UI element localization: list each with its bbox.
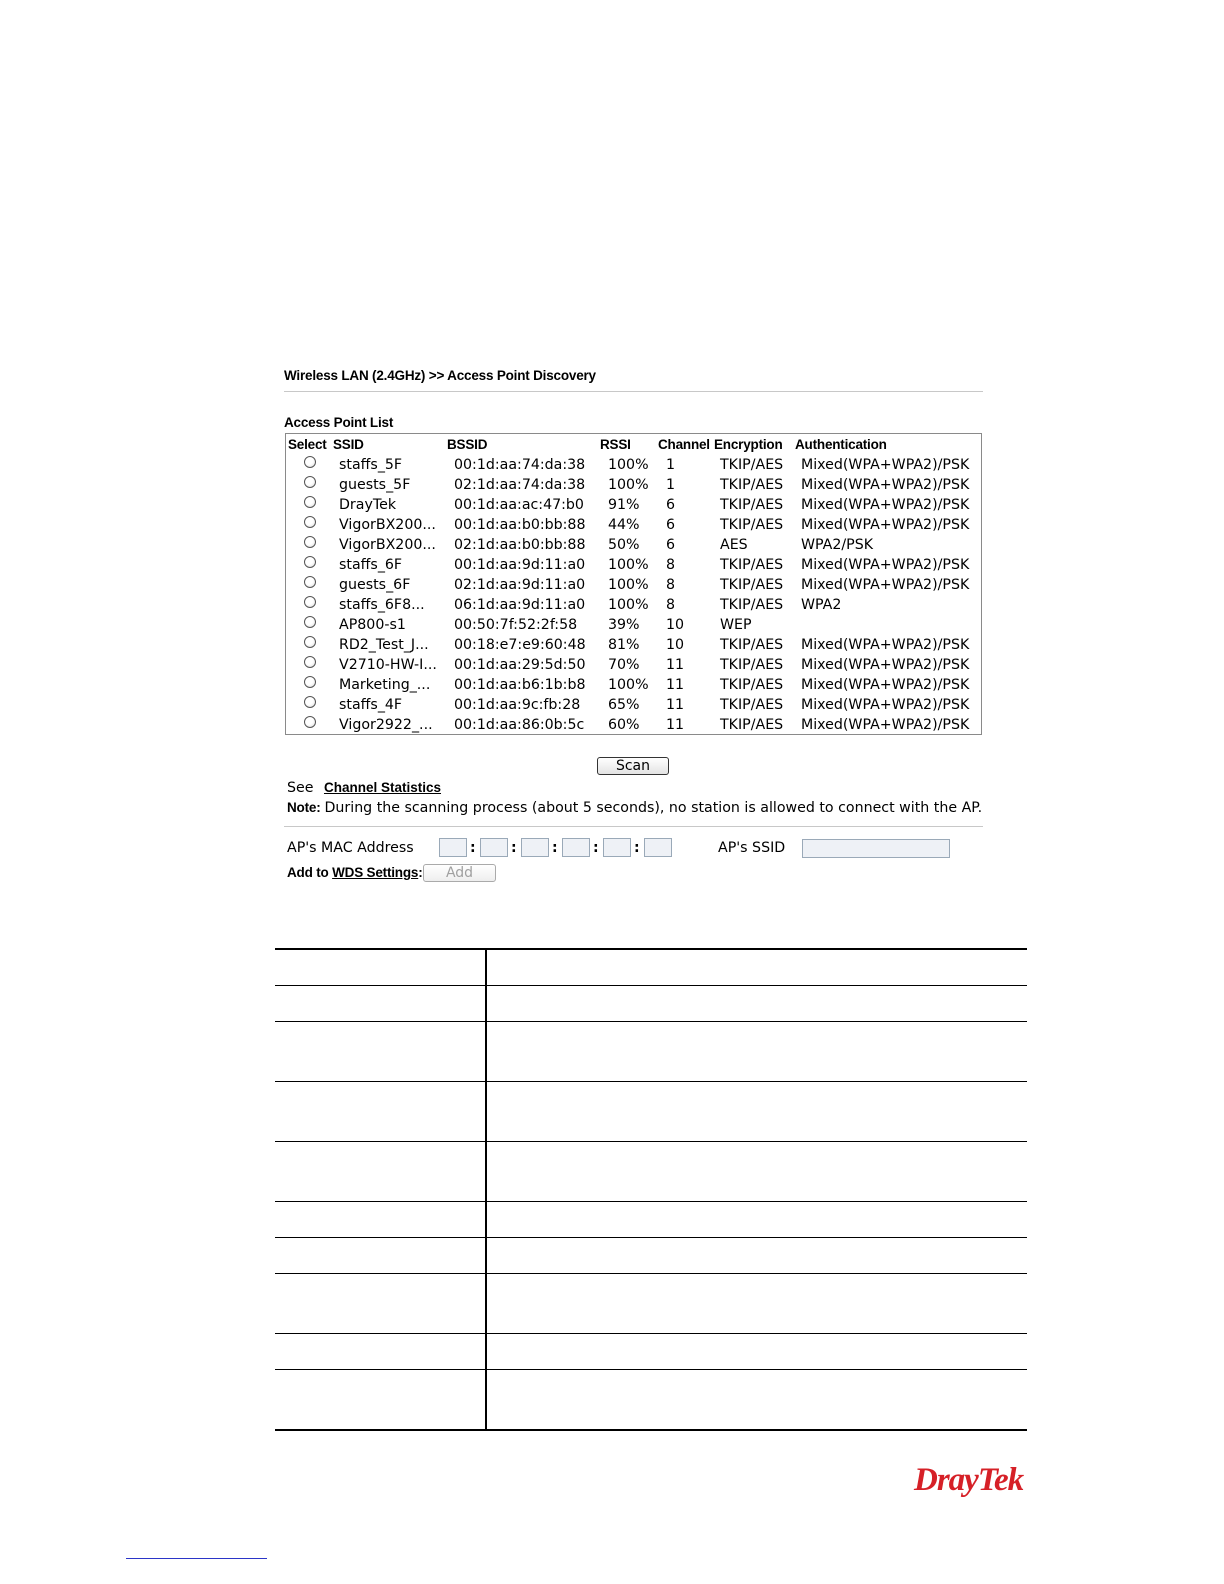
- bssid-cell: 00:1d:aa:b6:1b:b8: [454, 677, 586, 693]
- ssid-cell: staffs_4F: [339, 697, 403, 713]
- select-radio[interactable]: [304, 536, 316, 548]
- bssid-cell: 00:1d:aa:ac:47:b0: [454, 497, 584, 513]
- footer-rule: [126, 1558, 267, 1559]
- authentication-cell: Mixed(WPA+WPA2)/PSK: [801, 557, 970, 573]
- table-row: [286, 556, 981, 576]
- draytek-logo: DrayTek: [914, 1462, 1024, 1498]
- authentication-cell: Mixed(WPA+WPA2)/PSK: [801, 637, 970, 653]
- table-rule: [275, 1333, 1027, 1334]
- bssid-cell: 00:1d:aa:9d:11:a0: [454, 557, 586, 573]
- rssi-cell: 100%: [608, 557, 649, 573]
- select-radio[interactable]: [304, 676, 316, 688]
- authentication-cell: Mixed(WPA+WPA2)/PSK: [801, 497, 970, 513]
- table-rule: [275, 1369, 1027, 1370]
- channel-cell: 6: [666, 517, 676, 533]
- header-bssid: BSSID: [447, 437, 488, 452]
- table-row: [286, 496, 981, 516]
- authentication-cell: Mixed(WPA+WPA2)/PSK: [801, 517, 970, 533]
- encryption-cell: TKIP/AES: [720, 677, 784, 693]
- authentication-cell: WPA2: [801, 597, 842, 613]
- table-column-divider: [485, 948, 487, 1431]
- authentication-cell: WPA2/PSK: [801, 537, 874, 553]
- select-radio[interactable]: [304, 716, 316, 728]
- ap-list-title: Access Point List: [284, 415, 394, 430]
- rssi-cell: 91%: [608, 497, 640, 513]
- table-row: [286, 516, 981, 536]
- header-rssi: RSSI: [600, 437, 631, 452]
- channel-cell: 8: [666, 577, 676, 593]
- select-radio[interactable]: [304, 616, 316, 628]
- authentication-cell: Mixed(WPA+WPA2)/PSK: [801, 477, 970, 493]
- ssid-cell: VigorBX200...: [339, 537, 436, 553]
- encryption-cell: TKIP/AES: [720, 457, 784, 473]
- mac-separator: :: [470, 840, 476, 856]
- note-label: Note:: [287, 800, 321, 815]
- ap-ssid-label: AP's SSID: [718, 840, 786, 856]
- table-row: [286, 596, 981, 616]
- channel-cell: 10: [666, 637, 685, 653]
- mac-octet-4-input[interactable]: [562, 838, 590, 857]
- rssi-cell: 100%: [608, 477, 649, 493]
- select-radio[interactable]: [304, 456, 316, 468]
- encryption-cell: TKIP/AES: [720, 717, 784, 733]
- channel-statistics-link[interactable]: Channel Statistics: [323, 780, 442, 795]
- authentication-cell: Mixed(WPA+WPA2)/PSK: [801, 697, 970, 713]
- rssi-cell: 44%: [608, 517, 640, 533]
- authentication-cell: Mixed(WPA+WPA2)/PSK: [801, 577, 970, 593]
- ap-list-table: [285, 433, 982, 735]
- ssid-cell: AP800-s1: [339, 617, 406, 633]
- channel-cell: 6: [666, 537, 676, 553]
- rssi-cell: 100%: [608, 577, 649, 593]
- header-ssid: SSID: [333, 437, 364, 452]
- encryption-cell: TKIP/AES: [720, 697, 784, 713]
- mac-separator: :: [511, 840, 517, 856]
- table-row: [286, 656, 981, 676]
- add-button[interactable]: Add: [423, 864, 496, 882]
- title-divider: [284, 391, 983, 392]
- table-row: [286, 616, 981, 636]
- bssid-cell: 06:1d:aa:9d:11:a0: [454, 597, 586, 613]
- channel-cell: 6: [666, 497, 676, 513]
- authentication-cell: Mixed(WPA+WPA2)/PSK: [801, 457, 970, 473]
- mac-octet-3-input[interactable]: [521, 838, 549, 857]
- scan-button[interactable]: Scan: [597, 757, 669, 775]
- encryption-cell: TKIP/AES: [720, 517, 784, 533]
- ssid-cell: guests_6F: [339, 577, 411, 593]
- table-rule: [275, 1081, 1027, 1082]
- encryption-cell: TKIP/AES: [720, 577, 784, 593]
- bssid-cell: 00:1d:aa:b0:bb:88: [454, 517, 586, 533]
- table-row: [286, 456, 981, 476]
- encryption-cell: AES: [720, 537, 748, 553]
- rssi-cell: 81%: [608, 637, 640, 653]
- channel-cell: 8: [666, 557, 676, 573]
- rssi-cell: 100%: [608, 597, 649, 613]
- bssid-cell: 00:1d:aa:86:0b:5c: [454, 717, 585, 733]
- authentication-cell: Mixed(WPA+WPA2)/PSK: [801, 657, 970, 673]
- select-radio[interactable]: [304, 576, 316, 588]
- ssid-cell: Marketing_...: [339, 677, 431, 693]
- rssi-cell: 100%: [608, 457, 649, 473]
- header-encryption: Encryption: [714, 437, 783, 452]
- authentication-cell: Mixed(WPA+WPA2)/PSK: [801, 717, 970, 733]
- mac-octet-5-input[interactable]: [603, 838, 631, 857]
- scan-note: [287, 799, 982, 817]
- header-select: Select: [288, 437, 327, 452]
- encryption-cell: WEP: [720, 617, 752, 633]
- table-row: [286, 636, 981, 656]
- mac-octet-6-input[interactable]: [644, 838, 672, 857]
- select-radio[interactable]: [304, 516, 316, 528]
- ssid-cell: V2710-HW-I...: [339, 657, 437, 673]
- page-title: Wireless LAN (2.4GHz) >> Access Point Discovery: [284, 368, 596, 383]
- table-rule: [275, 948, 1027, 950]
- table-row: [286, 676, 981, 696]
- mac-octet-1-input[interactable]: [439, 838, 467, 857]
- select-radio[interactable]: [304, 496, 316, 508]
- select-radio[interactable]: [304, 656, 316, 668]
- wds-colon: :: [418, 865, 423, 880]
- note-text: During the scanning process (about 5 seconds), no station is allowed to connect with the AP.: [324, 800, 983, 816]
- mac-separator: :: [552, 840, 558, 856]
- channel-cell: 1: [666, 477, 676, 493]
- table-row: [286, 696, 981, 716]
- bssid-cell: 00:1d:aa:29:5d:50: [454, 657, 586, 673]
- bssid-cell: 00:1d:aa:74:da:38: [454, 457, 586, 473]
- channel-cell: 8: [666, 597, 676, 613]
- ssid-cell: RD2_Test_J...: [339, 637, 429, 653]
- bssid-cell: 00:18:e7:e9:60:48: [454, 637, 586, 653]
- select-radio[interactable]: [304, 556, 316, 568]
- bssid-cell: 02:1d:aa:b0:bb:88: [454, 537, 586, 553]
- see-text: See: [287, 780, 314, 796]
- encryption-cell: TKIP/AES: [720, 637, 784, 653]
- add-to-wds-label: [287, 865, 423, 880]
- ssid-cell: DrayTek: [339, 497, 397, 513]
- add-to-text: Add to: [287, 865, 329, 880]
- table-rule: [275, 1237, 1027, 1238]
- channel-cell: 10: [666, 617, 685, 633]
- table-rule: [275, 1141, 1027, 1142]
- rssi-cell: 70%: [608, 657, 640, 673]
- bssid-cell: 02:1d:aa:74:da:38: [454, 477, 586, 493]
- mac-address-label: AP's MAC Address: [287, 840, 414, 856]
- table-rule: [275, 1429, 1027, 1431]
- ssid-cell: staffs_6F8...: [339, 597, 425, 613]
- ap-ssid-input[interactable]: [802, 839, 950, 858]
- table-row: [286, 576, 981, 596]
- encryption-cell: TKIP/AES: [720, 557, 784, 573]
- encryption-cell: TKIP/AES: [720, 657, 784, 673]
- channel-cell: 11: [666, 677, 685, 693]
- ssid-cell: staffs_6F: [339, 557, 403, 573]
- bssid-cell: 00:50:7f:52:2f:58: [454, 617, 578, 633]
- encryption-cell: TKIP/AES: [720, 477, 784, 493]
- ssid-cell: guests_5F: [339, 477, 411, 493]
- mac-octet-2-input[interactable]: [480, 838, 508, 857]
- ssid-cell: VigorBX200...: [339, 517, 436, 533]
- select-radio[interactable]: [304, 476, 316, 488]
- rssi-cell: 39%: [608, 617, 640, 633]
- table-row: [286, 716, 981, 736]
- table-row: [286, 536, 981, 556]
- mac-separator: :: [593, 840, 599, 856]
- bssid-cell: 02:1d:aa:9d:11:a0: [454, 577, 586, 593]
- channel-cell: 11: [666, 657, 685, 673]
- authentication-cell: Mixed(WPA+WPA2)/PSK: [801, 677, 970, 693]
- select-radio[interactable]: [304, 636, 316, 648]
- header-channel: Channel: [658, 437, 710, 452]
- encryption-cell: TKIP/AES: [720, 497, 784, 513]
- select-radio[interactable]: [304, 696, 316, 708]
- select-radio[interactable]: [304, 596, 316, 608]
- ssid-cell: Vigor2922_...: [339, 717, 433, 733]
- see-row: [287, 779, 441, 797]
- mac-separator: :: [634, 840, 640, 856]
- table-rule: [275, 1201, 1027, 1202]
- header-authentication: Authentication: [795, 437, 887, 452]
- channel-cell: 11: [666, 717, 685, 733]
- rssi-cell: 65%: [608, 697, 640, 713]
- table-rule: [275, 1273, 1027, 1274]
- ssid-cell: staffs_5F: [339, 457, 403, 473]
- rssi-cell: 50%: [608, 537, 640, 553]
- table-row: [286, 476, 981, 496]
- section-divider: [284, 826, 983, 827]
- channel-cell: 11: [666, 697, 685, 713]
- encryption-cell: TKIP/AES: [720, 597, 784, 613]
- rssi-cell: 60%: [608, 717, 640, 733]
- rssi-cell: 100%: [608, 677, 649, 693]
- channel-cell: 1: [666, 457, 676, 473]
- wds-settings-link[interactable]: WDS Settings: [332, 865, 419, 880]
- bssid-cell: 00:1d:aa:9c:fb:28: [454, 697, 581, 713]
- table-rule: [275, 1021, 1027, 1022]
- description-table: [275, 948, 1027, 1431]
- table-rule: [275, 985, 1027, 986]
